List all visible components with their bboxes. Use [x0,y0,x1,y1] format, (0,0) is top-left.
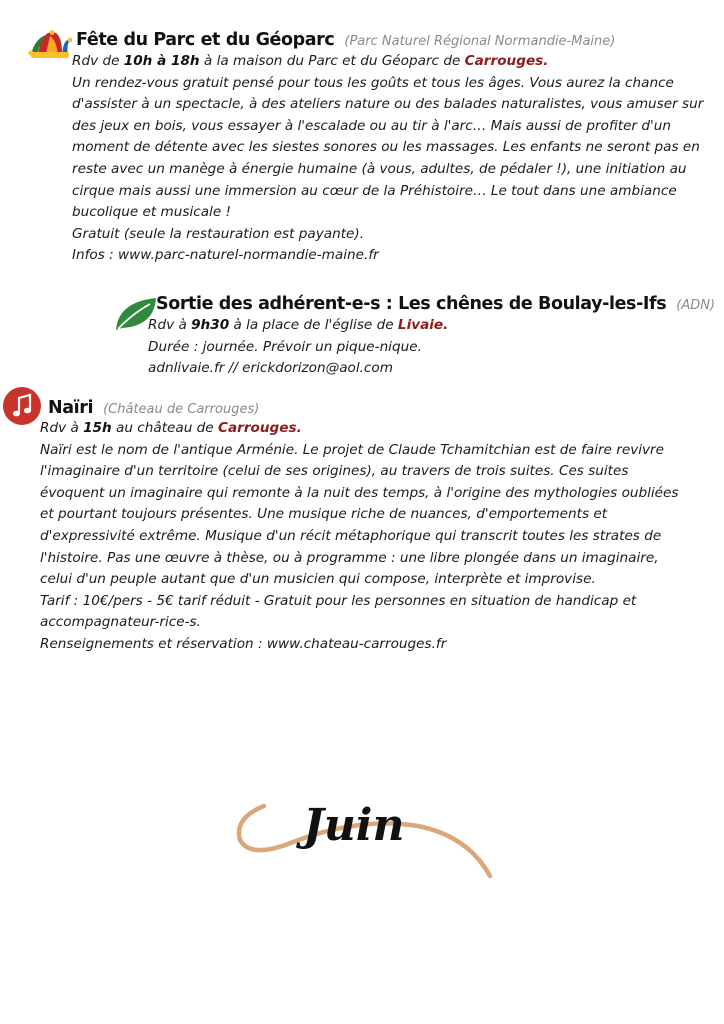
description-line: Naïri est le nom de l'antique Arménie. Le projet de Claude Tchamitchian est de faire revivre [40,441,665,458]
contact-line[interactable]: adnlivaie.fr // erickdorizon@aol.com [148,360,393,377]
month-label: Juin [303,800,405,851]
place-name: Carrouges. [217,420,302,436]
description-line: Durée : journée. Prévoir un pique-nique. [148,338,422,355]
event-fete-du-parc [28,30,718,267]
rdv-line: Rdv à 9h30 à la place de l'église de Livaie. [148,317,449,333]
description-line: l'histoire. Pas une œuvre à thèse, ou à programme : une libre plongée dans un imaginaire, [40,549,659,566]
place-name: Carrouges. [464,53,549,69]
event-organizer: (Parc Naturel Régional Normandie-Maine) [344,34,616,49]
description-line: évoquent un imaginaire qui remonte à la nuit des temps, à l'origine des mythologies oubliées [40,484,679,501]
price-line: Tarif : 10€/pers - 5€ tarif réduit - Gratuit pour les personnes en situation de handicap et [40,592,637,609]
music-note-icon [2,386,42,426]
event-organizer: (ADN) [676,298,716,313]
description-line: et pourtant toujours présentes. Une musique riche de nuances, d'emportements et [40,506,608,523]
event-title: Fête du Parc et du Géoparc [76,30,335,50]
time: 15h [83,420,112,436]
description-line: d'assister à un spectacle, à des ateliers nature ou des balades naturalistes, vous amuser sur [72,96,704,113]
event-organizer: (Château de Carrouges) [103,402,260,417]
info-link[interactable]: Infos : www.parc-naturel-normandie-maine.fr [72,247,379,264]
time-to: 18h [171,53,200,69]
description-line: l'imaginaire d'un territoire (celui de ses origines), au travers de trois suites. Ces suites [40,463,629,480]
event-title: Sortie des adhérent-e-s : Les chênes de Boulay-les-Ifs [156,294,667,314]
time-from: 10h [123,53,153,69]
time: 9h30 [191,317,230,333]
month-heading [228,770,498,890]
price-line: Gratuit (seule la restauration est payante). [72,225,365,242]
price-line: accompagnateur-rice-s. [40,614,201,631]
description-line: bucolique et musicale ! [72,204,231,221]
description-line: Un rendez-vous gratuit pensé pour tous les goûts et tous les âges. Vous aurez la chance [72,74,674,91]
leaf-icon [114,296,158,332]
description-line: reste avec un manège à énergie humaine (à vous, adultes, de pédaler !), une initiation au [72,160,687,177]
event-nairi [2,386,718,656]
event-sortie-adherents [114,294,720,380]
description-line: cirque mais aussi une immersion au cœur de la Préhistoire… Le tout dans une ambiance [72,182,677,199]
rdv-line: Rdv à 15h au château de Carrouges. [40,420,302,436]
jester-hat-icon [28,30,72,60]
description-line: moment de détente avec les siestes sonores ou les massages. Les enfants ne seront pas en [72,139,700,156]
place-name: Livaie. [397,317,449,333]
rdv-line: Rdv de 10h à 18h à la maison du Parc et du Géoparc de Carrouges. [72,53,549,69]
description-line: des jeux en bois, vous essayer à l'escalade ou au tir à l'arc… Mais aussi de profiter d'un [72,117,671,134]
info-link[interactable]: Renseignements et réservation : www.chateau-carrouges.fr [40,635,447,652]
description-line: celui d'un peuple autant que d'un musicien qui compose, interprète et improvise. [40,571,596,588]
event-title: Naïri [48,398,94,418]
description-line: d'expressivité extrême. Musique d'un récit métaphorique qui transcrit toutes les strates de [40,527,662,544]
